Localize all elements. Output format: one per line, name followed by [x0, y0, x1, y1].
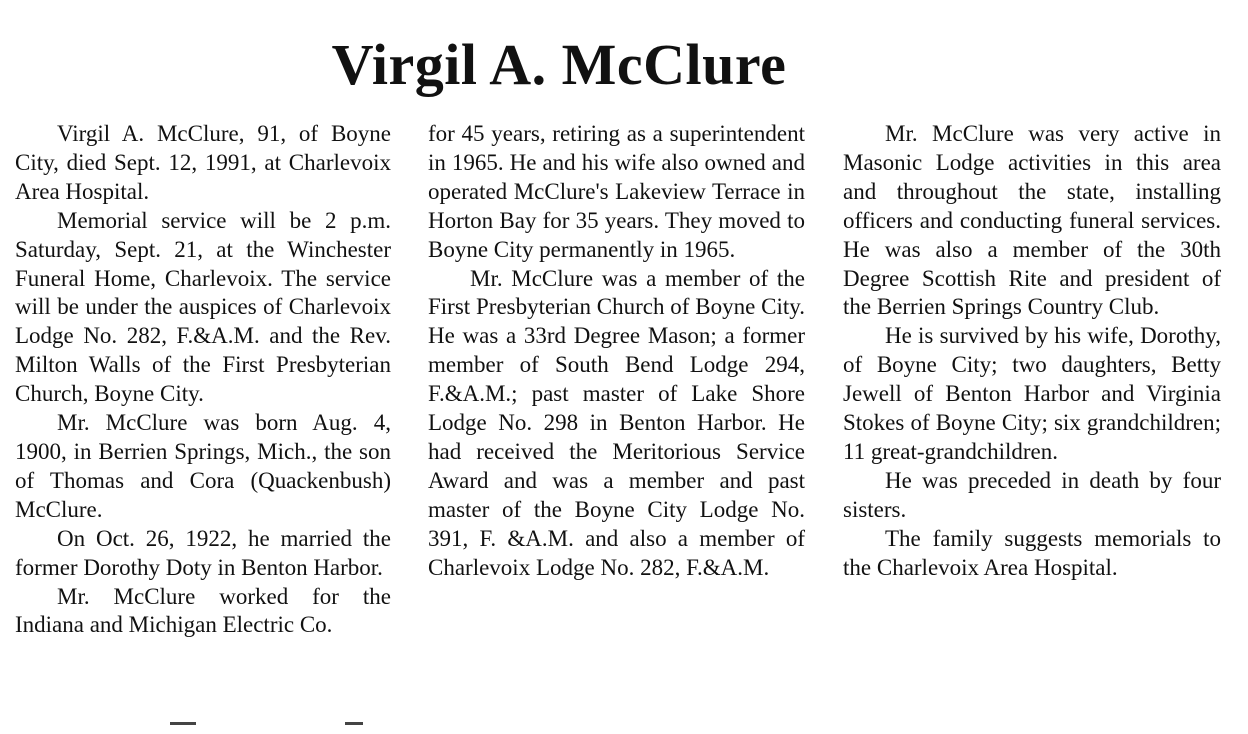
- article-column-2: [428, 120, 805, 583]
- article-headline: Virgil A. McClure: [331, 32, 787, 97]
- clipping-edge-mark: [170, 722, 196, 725]
- paragraph: The family suggests memorials to the Charlevoix Area Hospital.: [843, 525, 1221, 580]
- paragraph: Mr. McClure worked for the Indiana and Michigan Electric Co.: [15, 583, 391, 638]
- paragraph: Memorial service will be 2 p.m. Saturday, Sept. 21, at the Winchester Funeral Home, Charlevoix. The service will be under the auspices of Charlevoix Lodge No. 282, F.&A.M. and the Rev. Milton Walls of the First Presbyterian Church, Boyne City.: [15, 207, 391, 407]
- paragraph: for 45 years, retiring as a superintendent in 1965. He and his wife also owned and operated McClure's Lakeview Terrace in Horton Bay for 35 years. They moved to Boyne City permanently in 1965.: [428, 121, 805, 262]
- paragraph: On Oct. 26, 1922, he married the former Dorothy Doty in Benton Harbor.: [15, 525, 391, 580]
- clipping-edge-mark: [345, 722, 363, 725]
- article-column-3: [843, 120, 1221, 583]
- article-column-1: [15, 120, 391, 640]
- paragraph: He was preceded in death by four sisters.: [843, 467, 1221, 522]
- paragraph: Mr. McClure was very active in Masonic Lodge activities in this area and throughout the state, installing officers and conducting funeral services. He was also a member of the 30th Degree Scottish Rite and president of the Berrien Springs Country Club.: [843, 121, 1221, 320]
- paragraph: Virgil A. McClure, 91, of Boyne City, died Sept. 12, 1991, at Charlevoix Area Hospital.: [15, 121, 391, 204]
- paragraph: Mr. McClure was born Aug. 4, 1900, in Berrien Springs, Mich., the son of Thomas and Cora (Quackenbush) McClure.: [15, 410, 391, 522]
- paragraph: Mr. McClure was a member of the First Presbyterian Church of Boyne City. He was a 33rd Degree Mason; a former member of South Bend Lodge 294, F.&A.M.; past master of Lake Shore Lodge No. 298 in Benton Harbor. He had received the Meritorious Service Award and was a member and past master of the Boyne City Lodge No. 391, F. &A.M. and also a member of Charlevoix Lodge No. 282, F.&A.M.: [428, 265, 805, 580]
- paragraph: He is survived by his wife, Dorothy, of Boyne City; two daughters, Betty Jewell of Benton Harbor and Virginia Stokes of Boyne City; six grandchildren; 11 great-grandchildren.: [843, 323, 1221, 464]
